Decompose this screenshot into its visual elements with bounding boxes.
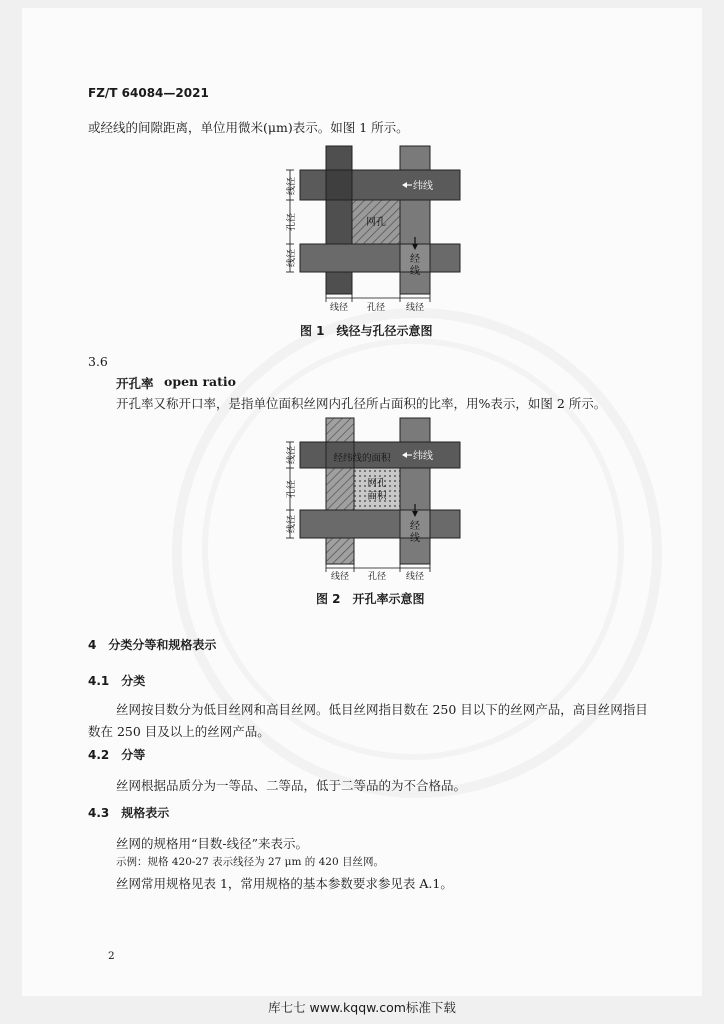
section-3-6-number: 3.6 — [88, 354, 108, 369]
figure-1-diagram — [278, 142, 478, 312]
fig1-left-label-2: 孔径 — [287, 212, 297, 232]
section-4-2-line-1: 丝网根据品质分为一等品、二等品，低于二等品的为不合格品。 — [116, 778, 467, 793]
fig2-left-label-1: 线径 — [287, 445, 297, 465]
fig2-left-label-3: 线径 — [287, 514, 297, 534]
fig1-left-label-3: 线径 — [287, 248, 297, 268]
fig2-hole-label-2: 面积 — [367, 491, 387, 502]
fig2-hole-label-1: 网孔 — [367, 478, 387, 489]
fig2-area-label: 经纬线的面积 — [333, 453, 391, 464]
fig2-bottom-label-1: 线径 — [330, 572, 350, 580]
section-4-3-line-1: 丝网的规格用“目数-线径”来表示。 — [116, 836, 309, 851]
figure-2-diagram — [278, 414, 478, 580]
figure-1-caption: 图 1 线径与孔径示意图 — [300, 324, 433, 338]
section-4-2-heading: 4.2 分等 — [88, 748, 146, 762]
open-ratio-definition: 开孔率又称开口率，是指单位面积丝网内孔径所占面积的比率，用%表示，如图 2 所示。 — [116, 396, 607, 411]
fig2-bottom-label-2: 孔径 — [367, 572, 387, 580]
paragraph-top: 或经线的间隙距离，单位用微米(μm)表示。如图 1 所示。 — [88, 120, 409, 135]
fig2-bottom-label-3: 线径 — [405, 572, 425, 580]
fig1-hole-label: 网孔 — [366, 217, 386, 228]
section-4-3-example: 示例：规格 420-27 表示线径为 27 μm 的 420 目丝网。 — [116, 856, 384, 868]
term-en: open ratio — [164, 374, 237, 389]
fig1-bottom-label-3: 线径 — [405, 303, 425, 312]
page-number: 2 — [108, 950, 115, 962]
section-4-heading: 4 分类分等和规格表示 — [88, 638, 217, 652]
fig1-weft-label: 纬线 — [413, 181, 433, 192]
fig1-left-label-1: 线径 — [287, 176, 297, 196]
fig2-warp-label-1: 经 — [410, 521, 420, 532]
figure-2-caption: 图 2 开孔率示意图 — [316, 592, 425, 606]
footer-source: 库七七 www.kqqw.com标准下载 — [268, 1000, 456, 1015]
fig2-weft-label: 纬线 — [413, 451, 433, 462]
fig1-bottom-label-1: 线径 — [329, 303, 349, 312]
standard-code: FZ/T 64084—2021 — [88, 86, 209, 100]
fig1-bottom-label-2: 孔径 — [366, 303, 386, 312]
fig2-left-label-2: 孔径 — [287, 479, 297, 499]
section-4-1-heading: 4.1 分类 — [88, 674, 146, 688]
section-4-1-line-1: 丝网按目数分为低目丝网和高目丝网。低目丝网指目数在 250 目以下的丝网产品，高目丝网指目 — [116, 702, 648, 717]
fig1-warp-label-1: 经 — [410, 254, 420, 265]
section-4-3-heading: 4.3 规格表示 — [88, 806, 170, 820]
term-cn: 开孔率 — [116, 376, 154, 391]
fig2-warp-label-2: 线 — [410, 533, 420, 544]
fig1-warp-label-2: 线 — [410, 266, 420, 277]
section-4-1-line-2: 数在 250 目及以上的丝网产品。 — [88, 724, 270, 739]
section-4-3-line-2: 丝网常用规格见表 1，常用规格的基本参数要求参见表 A.1。 — [116, 876, 453, 891]
